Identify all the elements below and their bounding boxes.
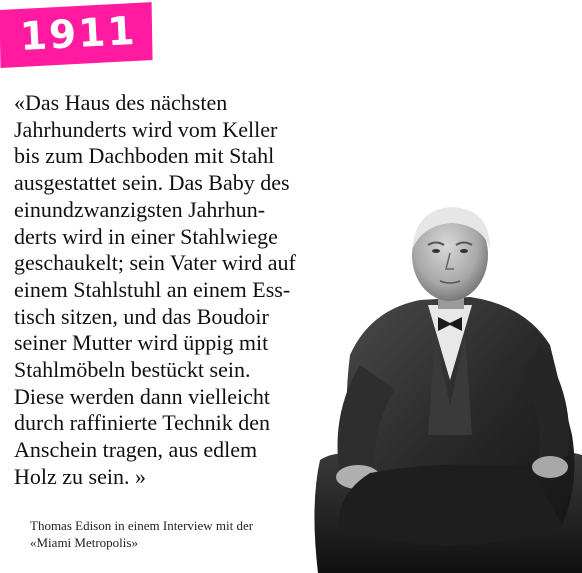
quote-line: einem Stahlstuhl an einem Ess- <box>14 276 291 302</box>
quote-line: Diese werden dann vielleicht <box>14 383 270 409</box>
quote-line: geschaukelt; sein Vater wird auf <box>14 250 296 276</box>
quote-line: durch raffinierte Technik den <box>14 410 271 436</box>
quote-line: ausgestattet sein. Das Baby des <box>14 170 290 196</box>
quote-line: seiner Mutter wird üppig mit <box>14 330 269 356</box>
quote-line: einundzwanzigsten Jahrhun- <box>14 196 266 222</box>
quote-line: Anschein tragen, aus edlem <box>14 437 258 463</box>
attribution-caption <box>30 517 253 551</box>
right-hand-shape <box>532 456 568 478</box>
quote-line: bis zum Dachboden mit Stahl <box>14 143 275 169</box>
attribution-line: «Miami Metropolis» <box>30 535 138 550</box>
quote-line: Jahrhunderts wird vom Keller <box>14 116 278 142</box>
quote-line: Holz zu sein. » <box>14 463 146 489</box>
quote-line: «Das Haus des nächsten <box>14 90 228 115</box>
portrait-photo <box>300 205 582 573</box>
quote-text <box>14 90 344 491</box>
quote-line: derts wird in einer Stahlwiege <box>14 223 278 249</box>
year-badge <box>0 10 152 68</box>
quote-line: tisch sitzen, und das Boudoir <box>14 303 269 329</box>
legs-shape <box>339 465 562 546</box>
quote-line: Stahlmöbeln bestückt sein. <box>14 357 251 383</box>
attribution-line: Thomas Edison in einem Interview mit der <box>30 518 254 533</box>
eye-shape <box>432 249 440 253</box>
year-label: 1911 <box>18 8 138 60</box>
eye-shape <box>460 249 468 253</box>
